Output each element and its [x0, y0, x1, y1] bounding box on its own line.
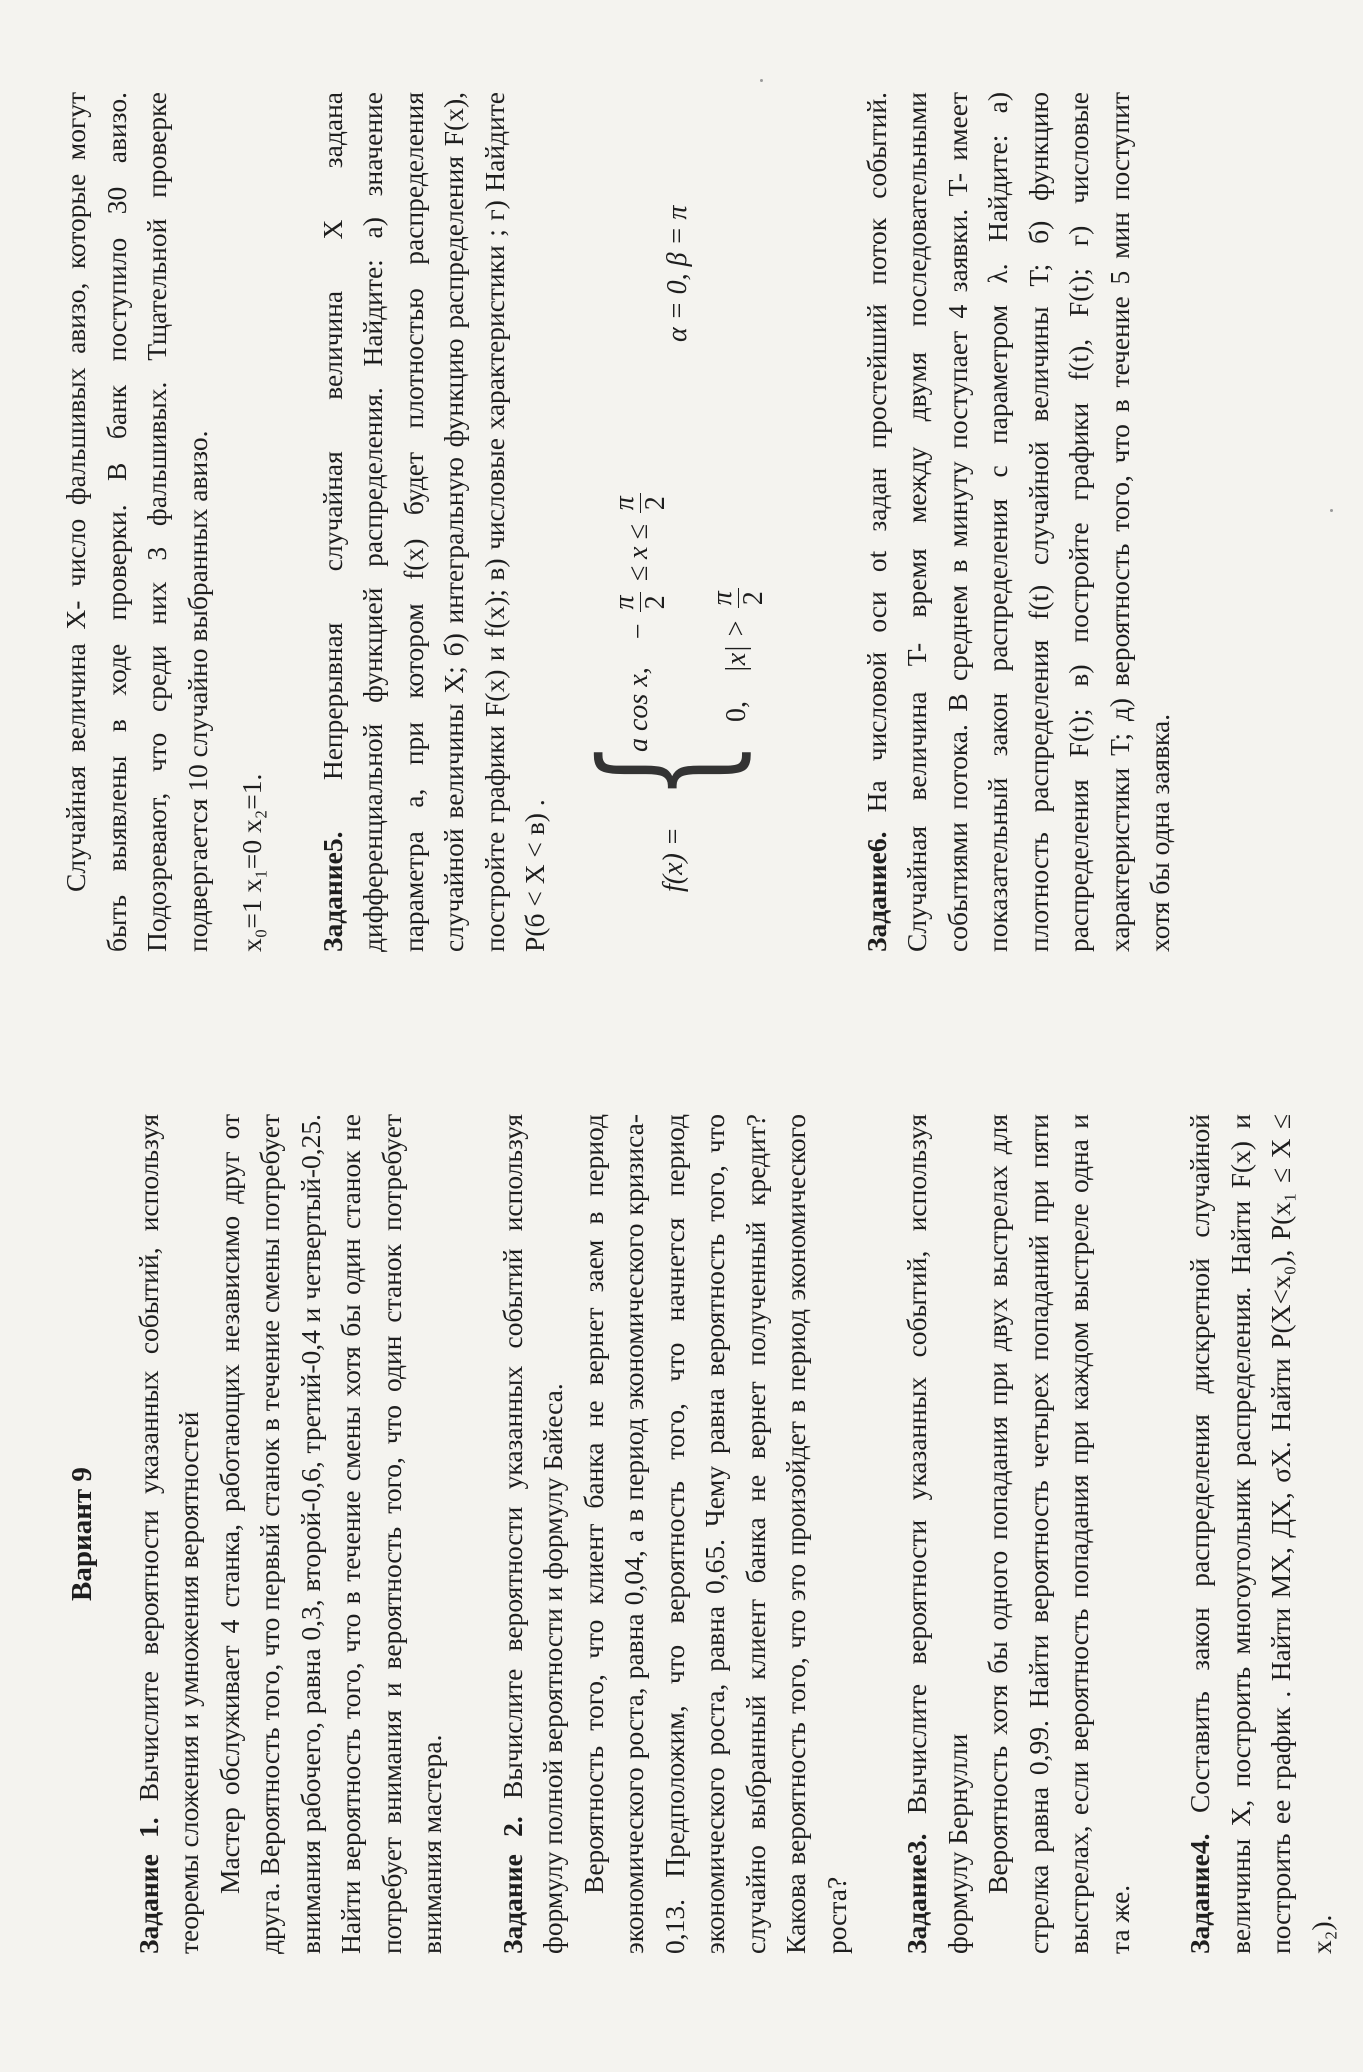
task-3-intro: Вычислите вероятности указанных событий, используя формулу Бернулли [901, 1114, 973, 1954]
task-5-intro: Непрерывная случайная величина X задана дифференциальной функцией распределения. Найдите: а) значение параметра a, при котором f(x) будет плотностью распределения случайной величины X; б) интегральную функцию распределения F(x), постройте графики F(x) и f(x); в) числовые характеристики ; г) Найдите P(б < X < в) . [316, 92, 550, 952]
task-6-intro: На числовой оси оt задан простейший поток событий. Случайная величина T- время между двумя последовательными событиями потока. В среднем в минуту поступает 4 заявки. T- имеет показательный закон распределения с параметром λ. Найдите: а) плотность распределения f(t) случайной величины T; б) функцию распределения F(t); в) постройте графики f(t), F(t); г) числовые характеристики T; д) вероятность того, что в течение 5 мин поступит хотя бы одна заявка. [860, 92, 1175, 952]
formula-row1-cond: ≤ x ≤ [622, 524, 654, 582]
variant-title: Вариант 9 [66, 1467, 98, 1601]
task-4 [1180, 1114, 1342, 1954]
task-4-body: Случайная величина X- число фальшивых авизо, которые могут быть выявлены в ходе проверки. В банк поступило 30 авизо. Подозревают, что среди них 3 фальшивых. Тщательной проверке подвергается 10 случайно выбранных авизо. [60, 92, 213, 952]
task-1-body: Мастер обслуживает 4 станка, работающих независимо друг от друга. Вероятность того, что первый станок в течение смены потребует внимания рабочего, равна 0,3, второй-0,6, третий-0,4 и четвертый-0,25. Найти вероятность того, что в течение смены хотя бы один станок не потребует внимания и вероятность того, что один станок потребует внимания мастера. [213, 1114, 447, 1954]
task-4-label: Задание4. [1184, 1833, 1215, 1954]
task-2-intro: Вычислите вероятности указанных событий используя формулу полной вероятности и формулу Байеса. [496, 1113, 568, 1954]
curly-brace-icon: { [565, 740, 764, 800]
scan-speck [1330, 509, 1333, 512]
task-5 [313, 92, 556, 952]
task-2-label: Задание 2. [496, 1816, 528, 1954]
frac-pi-over-2: π 2 [610, 493, 671, 513]
task-3-label: Задание3. [901, 1833, 932, 1954]
formula-lhs: f(x) = [657, 827, 689, 892]
right-column [56, 92, 1221, 952]
density-formula [562, 92, 787, 952]
formula-row-2 [708, 584, 769, 722]
left-column [62, 1114, 1363, 1954]
task-4-params: x₀=1 x₁=0 x₂=1. [236, 773, 267, 952]
task-1 [129, 1114, 453, 1954]
task-4-intro: Составить закон распределения дискретной случайной величины X, построить многоугольник распределения. Найти F(x) и построить ее график . Найти MX, ДХ, σХ. Найти P(X<x₀), P(x₁ ≤ X ≤ x₂). [1184, 1113, 1337, 1954]
task-3-body: Вероятность хотя бы одного попадания при двух выстрелах для стрелка равна 0,99. Найти вероятность четырех попаданий при пяти выстрелах, если вероятность попадания при каждом выстреле одна и та же. [982, 1114, 1135, 1954]
formula-row2-cond: |x| > [720, 619, 752, 673]
scan-speck [760, 79, 763, 82]
task-2-body: Вероятность того, что клиент банка не вернет заем в период экономического роста, равна 0,04, а в период экономического кризиса- 0,13. Предположим, что вероятность того, что начнется период экономического роста, равна 0,65. Чему равна вероятность того, что случайно выбранный клиент банка не вернет полученный кредит? Какова вероятность того, что это произойдет в период экономического роста? [577, 1114, 852, 1954]
formula-row1-expr: a cos x, [622, 667, 654, 752]
task-3 [897, 1114, 1140, 1954]
task-1-intro: Вычислите вероятности указанных событий, используя теоремы сложения и умножения вероятностей [132, 1113, 204, 1954]
task-4-continued [56, 92, 273, 952]
formula-row1-minus: − [622, 623, 654, 640]
formula-row2-expr: 0, [720, 701, 752, 722]
task-5-label: Задание5. [316, 831, 348, 952]
task-6 [857, 92, 1181, 952]
formula-row-1 [610, 489, 671, 752]
formula-params: α = 0, β = π [661, 205, 693, 342]
task-6-label: Задание6. [860, 831, 892, 952]
frac-pi-over-2: π 2 [610, 592, 671, 612]
task-2 [493, 1114, 858, 1954]
frac-pi-over-2: π 2 [708, 588, 769, 608]
task-1-label: Задание 1. [132, 1817, 164, 1954]
